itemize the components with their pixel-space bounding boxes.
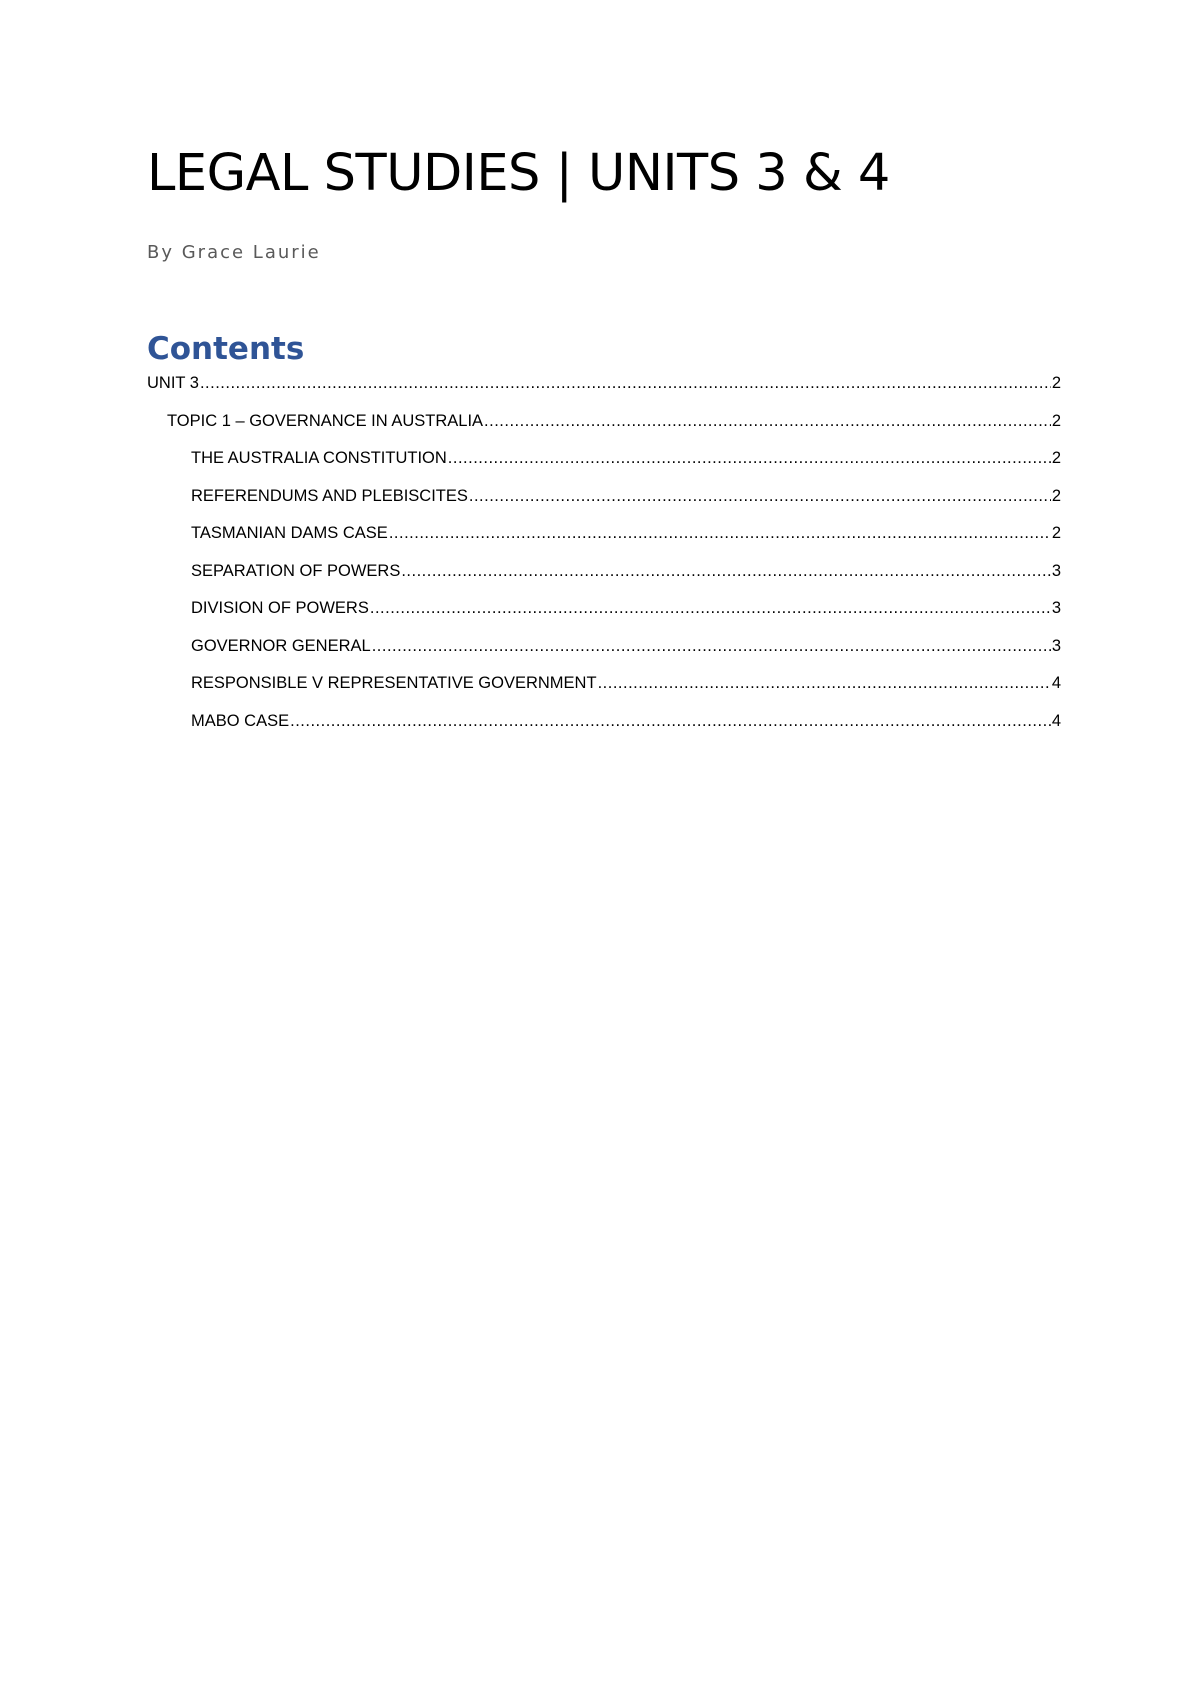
toc-entry-label[interactable]: SEPARATION OF POWERS [191, 561, 401, 580]
toc-entry-page-number[interactable]: 3 [1051, 561, 1061, 580]
toc-dot-leader [200, 374, 1051, 393]
toc-entry-label[interactable]: MABO CASE [191, 711, 290, 730]
toc-entry[interactable] [147, 712, 1061, 750]
toc-entry[interactable] [147, 412, 1061, 450]
toc-entry-label[interactable]: GOVERNOR GENERAL [191, 636, 371, 655]
toc-entry-page-number[interactable]: 2 [1051, 486, 1061, 505]
toc-entry[interactable] [147, 449, 1061, 487]
toc-entry-label[interactable]: REFERENDUMS AND PLEBISCITES [191, 486, 468, 505]
document-title: LEGAL STUDIES | UNITS 3 & 4 [147, 144, 890, 203]
toc-entry-label[interactable]: UNIT 3 [147, 374, 199, 392]
toc-dot-leader [484, 412, 1051, 431]
toc-dot-leader [389, 524, 1051, 543]
toc-entry[interactable] [147, 637, 1061, 675]
author-line: By Grace Laurie [147, 242, 321, 263]
toc-dot-leader [290, 712, 1051, 731]
toc-dot-leader [401, 562, 1050, 581]
toc-entry[interactable] [147, 562, 1061, 600]
toc-entry[interactable] [147, 674, 1061, 712]
toc-heading: Contents [147, 331, 305, 367]
toc-entry-label[interactable]: TASMANIAN DAMS CASE [191, 524, 388, 542]
table-of-contents [147, 374, 1061, 749]
toc-entry-page-number[interactable]: 2 [1051, 524, 1061, 542]
toc-entry-page-number[interactable]: 2 [1051, 411, 1061, 430]
toc-entry-label[interactable]: DIVISION OF POWERS [191, 599, 369, 617]
toc-entry[interactable] [147, 374, 1061, 412]
toc-entry-page-number[interactable]: 4 [1051, 711, 1061, 730]
toc-entry-label[interactable]: THE AUSTRALIA CONSTITUTION [191, 449, 447, 467]
toc-dot-leader [448, 449, 1051, 468]
toc-entry-label[interactable]: RESPONSIBLE V REPRESENTATIVE GOVERNMENT [191, 674, 597, 692]
toc-dot-leader [598, 674, 1051, 693]
toc-dot-leader [372, 637, 1051, 656]
toc-entry-page-number[interactable]: 3 [1051, 599, 1061, 617]
toc-entry-label[interactable]: TOPIC 1 – GOVERNANCE IN AUSTRALIA [167, 411, 484, 430]
toc-entry-page-number[interactable]: 3 [1051, 636, 1061, 655]
toc-entry[interactable] [147, 524, 1061, 562]
toc-entry-page-number[interactable]: 4 [1051, 674, 1061, 692]
toc-entry[interactable] [147, 599, 1061, 637]
toc-entry[interactable] [147, 487, 1061, 525]
toc-dot-leader [370, 599, 1051, 618]
toc-dot-leader [469, 487, 1051, 506]
toc-entry-page-number[interactable]: 2 [1051, 374, 1061, 392]
toc-entry-page-number[interactable]: 2 [1051, 449, 1061, 467]
